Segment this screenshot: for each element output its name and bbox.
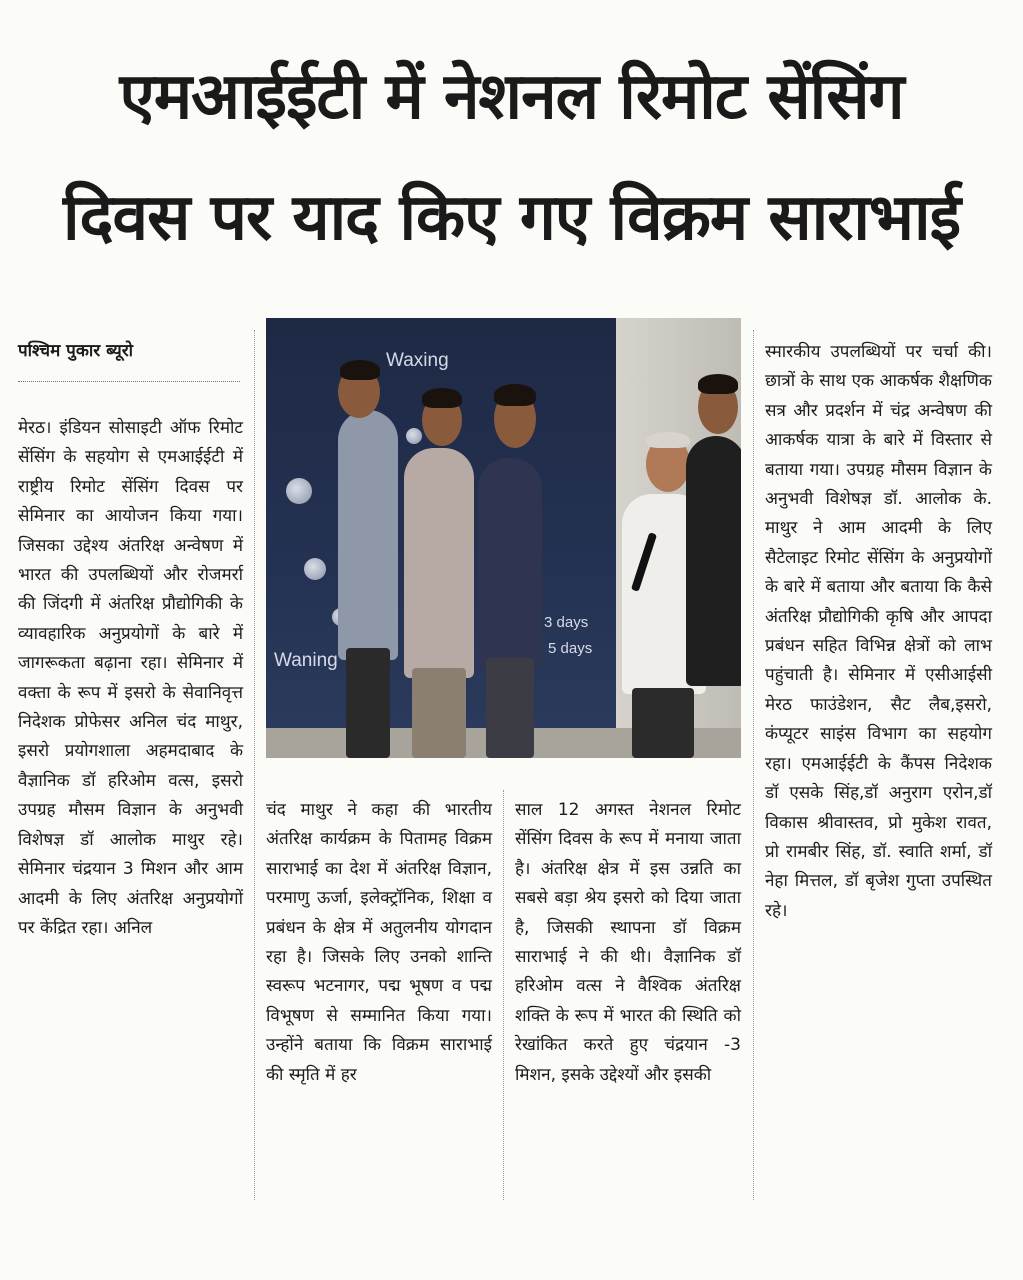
moon-phase-icon xyxy=(304,558,326,580)
student-hair xyxy=(698,374,738,394)
student-figure-legs xyxy=(486,658,534,758)
speaker-figure-legs xyxy=(632,688,694,758)
slide-label-waning: Waning xyxy=(274,650,338,671)
column-divider xyxy=(503,790,504,1200)
article-column-2: चंद माथुर ने कहा की भारतीय अंतरिक्ष कार्यक्रम के पितामह विक्रम साराभाई का देश में अंतरिक्ष विज्ञान, परमाणु ऊर्जा, इलेक्ट्रॉनिक, शिक्षा व प्रबंधन के क्षेत्र में अतुलनीय योगदान रहा है। जिसके लिए उनको शान्ति स्वरूप भटनागर, पद्म भूषण व पद्म विभूषण से सम्मानित किया गया। उन्होंने बताया कि विक्रम साराभाई की स्मृति में हर xyxy=(266,800,492,1085)
column-divider xyxy=(254,330,255,1200)
headline-line-1: एमआईईटी में नेशनल रिमोट सेंसिंग xyxy=(119,60,904,134)
article-column-3: साल 12 अगस्त नेशनल रिमोट सेंसिंग दिवस के रूप में मनाया जाता है। अंतरिक्ष क्षेत्र में इस उन्नति का सबसे बड़ा श्रेय इसरो को दिया जाता है, जिसकी स्थापना डॉ विक्रम साराभाई ने की थी। वैज्ञानिक डॉ हरिओम वत्स ने वैश्विक अंतरिक्ष शक्ति के रूप में भारत की स्थिति को रेखांकित करते हुए चंद्रयान -3 मिशन, इसके उद्देश्यों और इसकी xyxy=(515,800,741,1085)
moon-phase-icon xyxy=(286,478,312,504)
byline-divider xyxy=(18,381,240,382)
slide-label-waxing: Waxing xyxy=(386,350,449,371)
slide-label-days-2: 5 days xyxy=(548,640,593,657)
event-photo xyxy=(266,318,741,758)
student-figure-legs xyxy=(412,668,466,758)
student-hair xyxy=(422,388,462,408)
article-column-1: मेरठ। इंडियन सोसाइटी ऑफ रिमोट सेंसिंग के सहयोग से एमआईईटी में राष्ट्रीय रिमोट सेंसिंग दिवस पर सेमिनार का आयोजन किया गया। जिसका उद्देश्य अंतरिक्ष अन्वेषण में भारत की उपलब्धियों और रोजमर्रा की जिंदगी में अंतरिक्ष प्रौद्योगिकी के व्यावहारिक अनुप्रयोगों के बारे में जागरूकता बढ़ाना रहा। सेमिनार में वक्ता के रूप में इसरो के सेवानिवृत्त निदेशक प्रोफेसर अनिल चंद माथुर, इसरो प्रयोगशाला अहमदाबाद के वैज्ञानिक डॉ हरिओम वत्स, इसरो उपग्रह मौसम विज्ञान के अनुभवी विशेषज्ञ डॉ आलोक माथुर रहे। सेमिनार चंद्रयान 3 मिशन और आम आदमी के लिए अंतरिक्ष अनुप्रयोगों पर केंद्रित रहा। अनिल xyxy=(18,418,243,938)
student-figure xyxy=(478,458,542,668)
student-figure xyxy=(404,448,474,678)
byline: पश्चिम पुकार ब्यूरो xyxy=(18,341,134,361)
student-figure-legs xyxy=(346,648,390,758)
headline-line-2: दिवस पर याद किए गए विक्रम साराभाई xyxy=(62,181,960,255)
student-figure xyxy=(338,410,398,660)
moon-phase-icon xyxy=(406,428,422,444)
speaker-hair xyxy=(646,432,690,448)
slide-label-days-1: 3 days xyxy=(544,614,589,631)
column-divider xyxy=(753,330,754,1200)
article-column-4: स्मारकीय उपलब्धियों पर चर्चा की। छात्रों के साथ एक आकर्षक शैक्षणिक सत्र और प्रदर्शन में चंद्र अन्वेषण की आकर्षक यात्रा के बारे में विस्तार से बताया गया। उपग्रह मौसम विज्ञान के अनुभवी विशेषज्ञ डॉ. आलोक के. माथुर ने आम आदमी के लिए सैटेलाइट रिमोट सेंसिंग के अनुप्रयोगों के बारे में बताया और बताया कि कैसे अंतरिक्ष प्रौद्योगिकी कृषि और आपदा प्रबंधन सहित विभिन्न क्षेत्रों को लाभ पहुंचाती है। सेमिनार में एसीआईसी मेरठ फाउंडेशन, सैट लैब,इसरो, कंप्यूटर साइंस विभाग का सहयोग रहा। एमआईईटी के कैंपस निदेशक डॉ एसके सिंह,डॉ अनुराग एरोन,डॉ विकास श्रीवास्तव, प्रो मुकेश रावत, प्रो रामबीर सिंह, डॉ. स्वाति शर्मा, डॉ नेहा मित्तल, डॉ बृजेश गुप्ता उपस्थित रहे। xyxy=(765,342,992,921)
student-hair xyxy=(494,384,536,406)
student-hair xyxy=(340,360,380,380)
student-figure xyxy=(686,436,741,686)
